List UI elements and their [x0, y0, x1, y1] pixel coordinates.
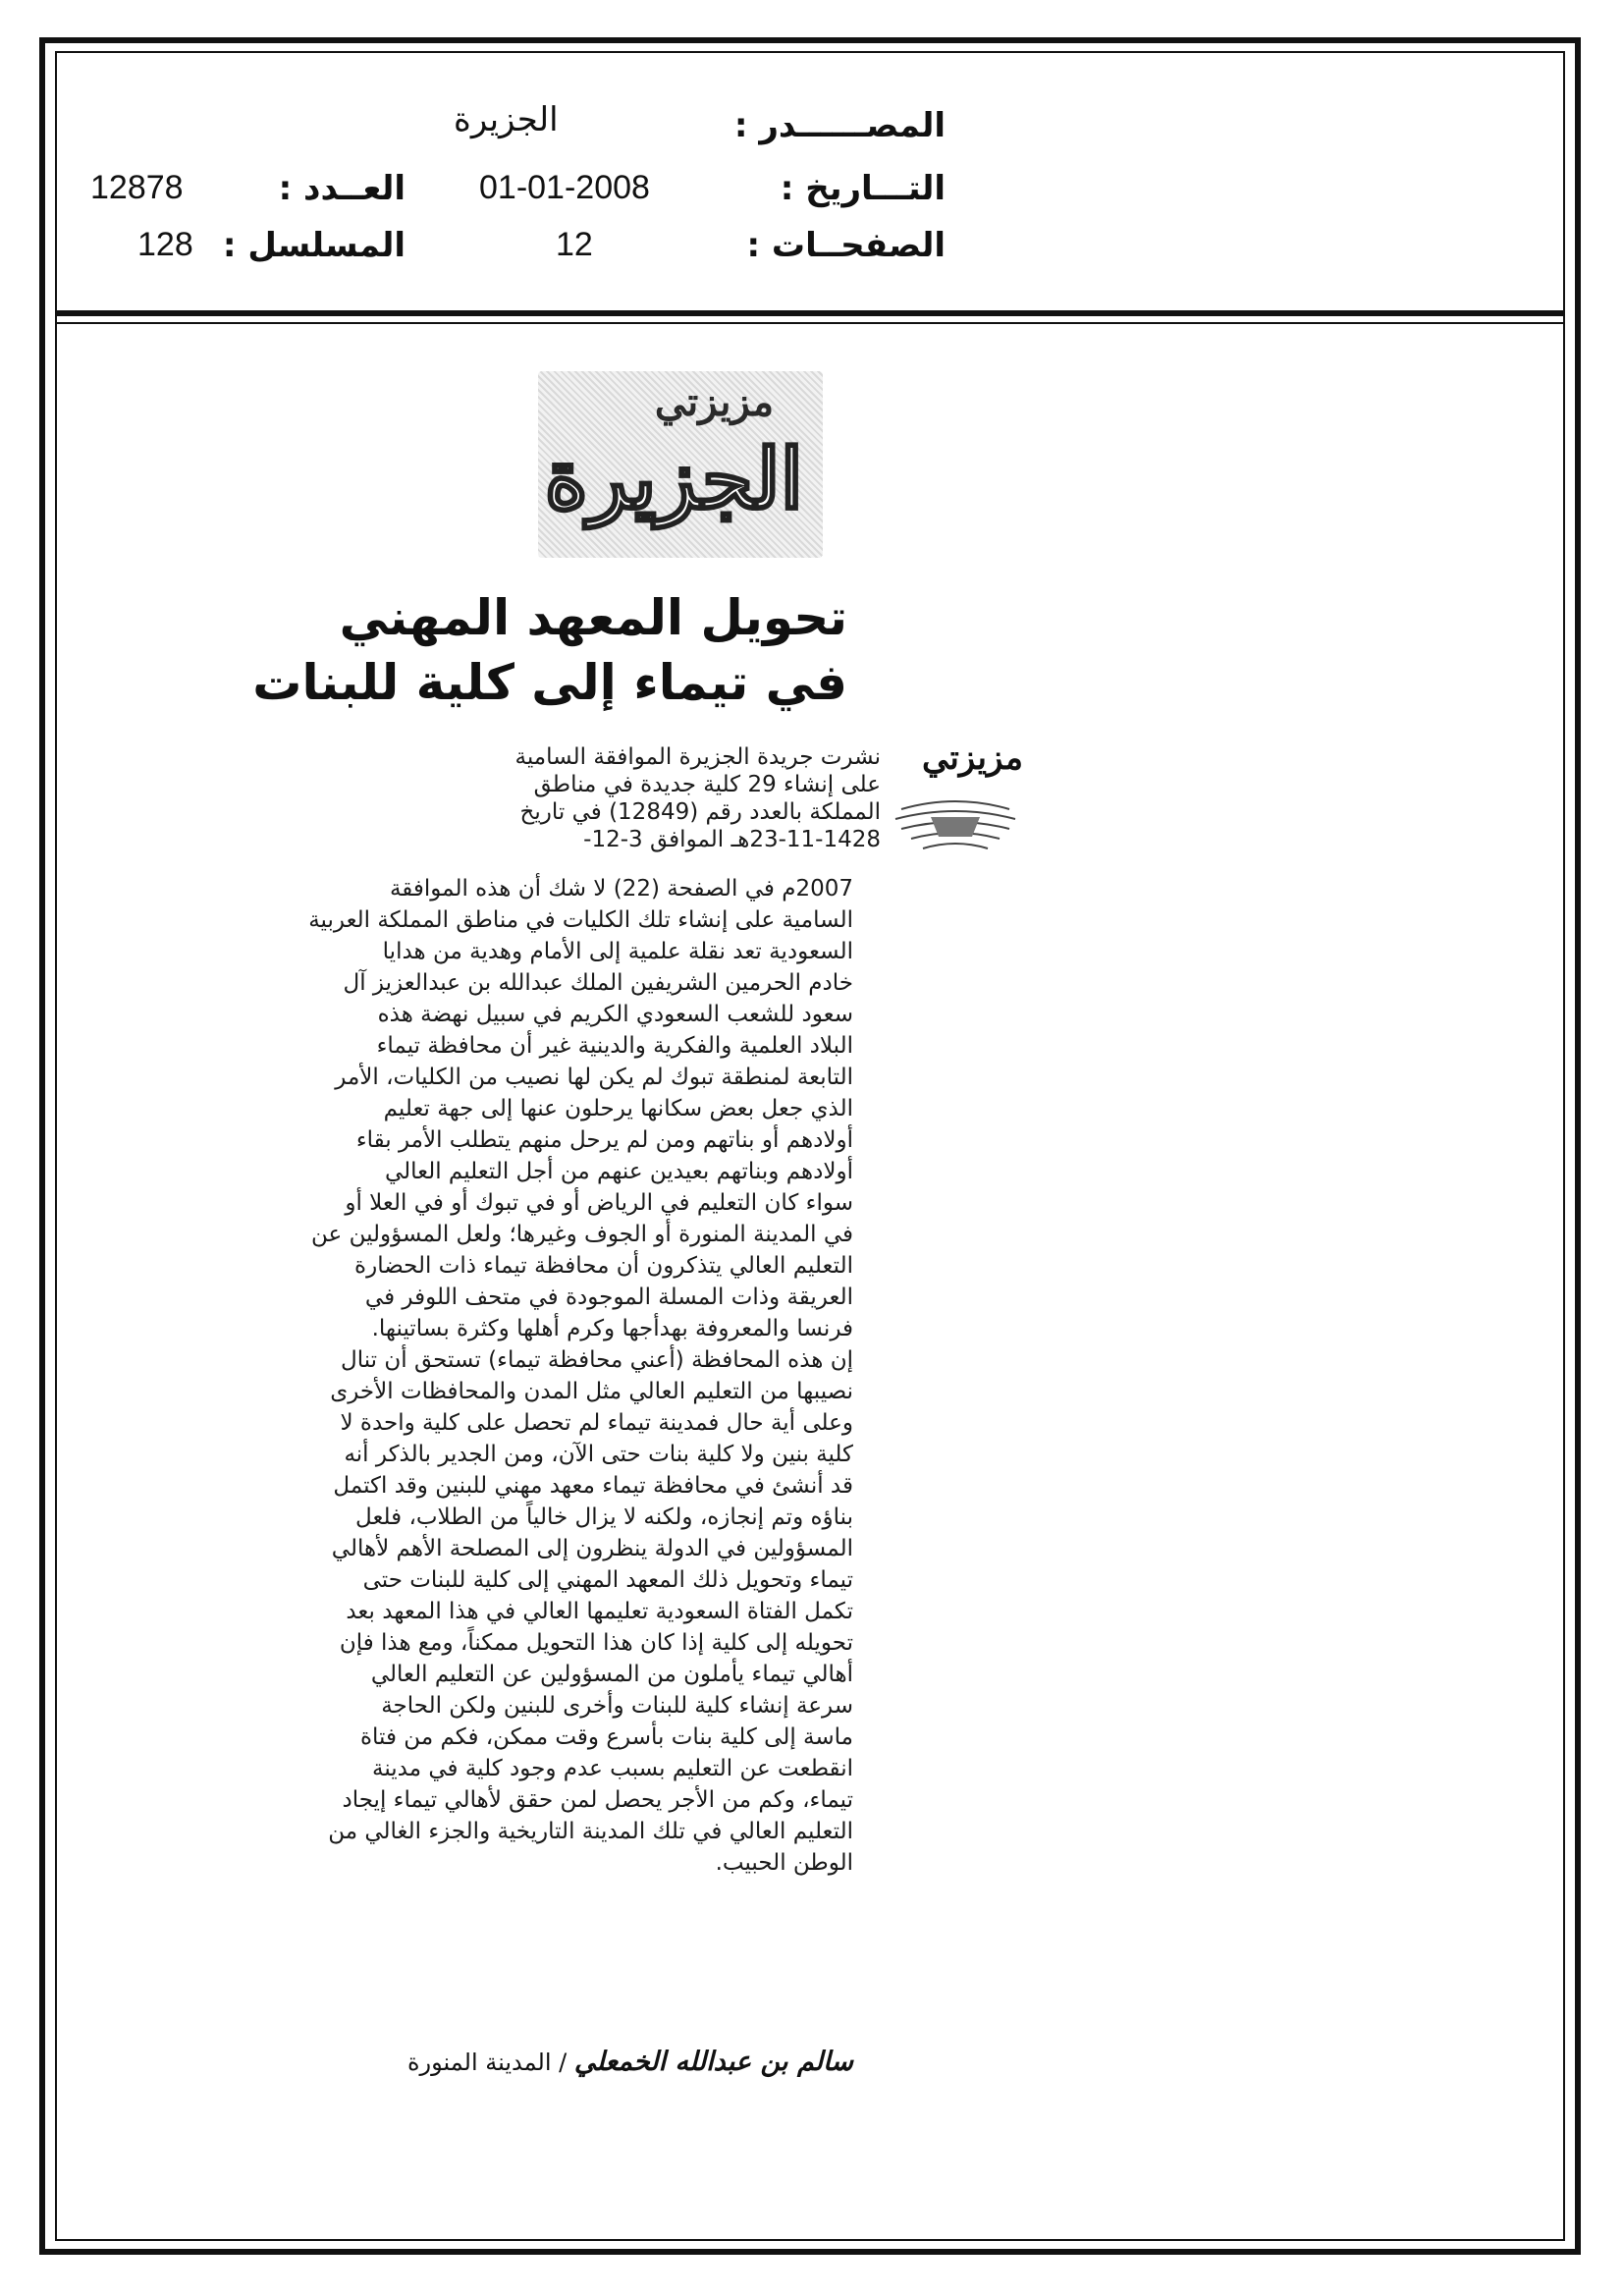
header-divider — [55, 310, 1565, 316]
masthead-small-text: مزيزتي — [654, 379, 774, 425]
article-line: التعليم العالي في تلك المدينة التاريخية والجزء الغالي من — [328, 1819, 853, 1844]
article-line: كلية بنين ولا كلية بنات حتى الآن، ومن الجدير بالذكر أنه — [344, 1442, 853, 1467]
article-headline-line-2: في تيماء إلى كلية للبنات — [252, 654, 847, 711]
issue-value: 12878 — [90, 169, 184, 206]
article-line: وعلى أية حال فمدينة تيماء لم تحصل على كلية واحدة لا — [340, 1410, 853, 1436]
pages-value: 12 — [556, 226, 593, 263]
article-line: تيماء وتحويل ذلك المعهد المهني إلى كلية للبنات حتى — [362, 1567, 853, 1593]
issue-label: العــدد : — [278, 169, 406, 208]
article-line: تيماء، وكم من الأجر يحصل لمن حقق لأهالي تيماء إيجاد — [342, 1787, 853, 1813]
source-value: الجزيرة — [454, 101, 559, 138]
column-logo — [882, 738, 1029, 866]
article-line: انقطعت عن التعليم بسبب عدم وجود كلية في مدينة — [372, 1756, 853, 1781]
source-label: المصــــــدر : — [733, 106, 946, 145]
newspaper-masthead-logo — [538, 371, 823, 558]
author-name: سالم بن عبدالله الخمعلي — [573, 2047, 853, 2077]
column-logo-graphic — [882, 738, 1029, 866]
article-line: خادم الحرمين الشريفين الملك عبدالله بن عبدالعزيز آل — [343, 970, 853, 996]
article-line: أهالي تيماء يأملون من المسؤولين عن التعليم العالي — [370, 1662, 853, 1687]
article-line: سواء كان التعليم في الرياض أو في تبوك أو في العلا أو — [345, 1190, 853, 1216]
serial-value: 128 — [137, 226, 193, 263]
article-line: إن هذه المحافظة (أعني محافظة تيماء) تستحق أن تنال — [341, 1347, 853, 1373]
article-line: على إنشاء 29 كلية جديدة في مناطق — [533, 772, 881, 797]
article-line: التعليم العالي يتذكرون أن محافظة تيماء ذات الحضارة — [354, 1253, 853, 1279]
article-line: المسؤولين في الدولة ينظرون إلى المصلحة الأهم لأهالي — [331, 1536, 853, 1561]
author-separator: / — [559, 2049, 568, 2076]
article-line: قد أنشئ في محافظة تيماء معهد مهني للبنين وقد اكتمل — [333, 1473, 853, 1499]
column-logo-text: مزيزتي — [922, 738, 1023, 778]
article-line: المملكة بالعدد رقم (12849) في تاريخ — [519, 799, 881, 825]
article-line: سعود للشعب السعودي الكريم في سبيل نهضة هذه — [377, 1002, 853, 1027]
article-line: أولادهم وبناتهم بعيدين عنهم من أجل التعليم العالي — [384, 1159, 853, 1184]
article-line: في المدينة المنورة أو الجوف وغيرها؛ ولعل المسؤولين عن — [311, 1222, 853, 1247]
article-line: السامية على إنشاء تلك الكليات في مناطق المملكة العربية — [308, 907, 853, 933]
article-line: العريقة وذات المسلة الموجودة في متحف اللوفر في — [364, 1285, 853, 1310]
article-line: السعودية تعد نقلة علمية إلى الأمام وهدية من هدايا — [382, 939, 853, 964]
article-line: نشرت جريدة الجزيرة الموافقة السامية — [514, 744, 881, 770]
article-line: سرعة إنشاء كلية للبنات وأخرى للبنين ولكن الحاجة — [381, 1693, 853, 1719]
date-label: التـــاريخ : — [780, 169, 946, 208]
article-line: بناؤه وتم إنجازه، ولكنه لا يزال خالياً من الطلاب، فلعل — [355, 1504, 853, 1530]
article-line: 2007م في الصفحة (22) لا شك أن هذه الموافقة — [389, 876, 853, 902]
author-city: المدينة المنورة — [406, 2049, 552, 2076]
article-headline-line-1: تحويل المعهد المهني — [339, 589, 847, 646]
article-line: تحويله إلى كلية إذا كان هذا التحويل ممكناً، ومع هذا فإن — [339, 1630, 853, 1656]
masthead-big-text: الجزيرة — [544, 430, 803, 527]
article-line: الذي جعل بعض سكانها يرحلون عنها إلى جهة تعليم — [383, 1096, 853, 1121]
header-divider-thin — [55, 322, 1565, 324]
date-value: 01-01-2008 — [479, 169, 650, 206]
article-line: 23-11-1428هـ الموافق 3-12- — [583, 827, 881, 852]
article-line: نصيبها من التعليم العالي مثل المدن والمحافظات الأخرى — [330, 1379, 853, 1404]
article-line: البلاد العلمية والفكرية والدينية غير أن محافظة تيماء — [376, 1033, 853, 1059]
article-signature — [407, 2047, 853, 2077]
article-line: أولادهم أو بناتهم ومن لم يرحل منهم يتطلب الأمر بقاء — [355, 1127, 853, 1153]
article-line: الوطن الحبيب. — [715, 1850, 853, 1876]
pages-label: الصفحــات : — [746, 226, 946, 265]
article-line: ماسة إلى كلية بنات بأسرع وقت ممكن، فكم من فتاة — [360, 1724, 853, 1750]
article-line: تكمل الفتاة السعودية تعليمها العالي في هذا المعهد بعد — [346, 1599, 853, 1624]
article-line: التابعة لمنطقة تبوك لم يكن لها نصيب من الكليات، الأمر — [335, 1065, 853, 1090]
article-line: فرنسا والمعروفة بهدأجها وكرم أهلها وكثرة بساتينها. — [371, 1316, 853, 1341]
serial-label: المسلسل : — [222, 226, 406, 265]
